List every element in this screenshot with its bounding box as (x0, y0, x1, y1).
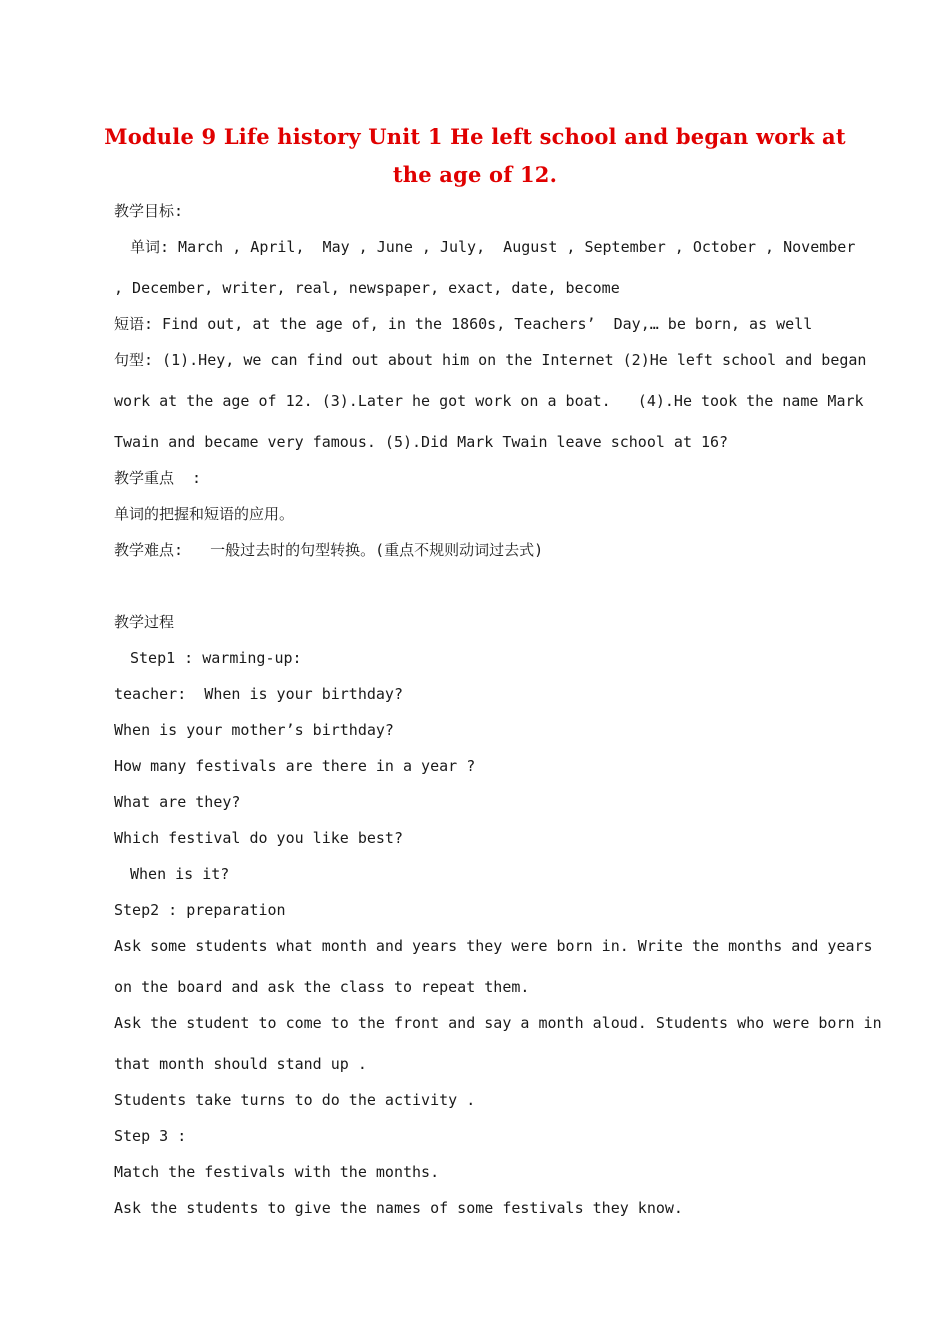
step1-line: teacher: When is your birthday? (114, 685, 403, 703)
step2-line: Students take turns to do the activity . (114, 1091, 476, 1109)
step1-line: Which festival do you like best? (114, 829, 403, 847)
step3-title: Step 3 : (114, 1127, 187, 1145)
step1-title: Step1 : warming-up: (130, 649, 302, 667)
phrases-line: 短语: Find out, at the age of, in the 1860s, Teachers’ Day,… be born, as well (114, 315, 813, 333)
step2-line: Ask the student to come to the front and say a month aloud. Students who were born in (114, 1014, 882, 1032)
process-heading: 教学过程 (114, 613, 175, 631)
difficulties-text: 教学难点: 一般过去时的句型转换。(重点不规则动词过去式) (114, 541, 544, 559)
sentences-line-1: 句型: (1).Hey, we can find out about him on the Internet (2)He left school and began (114, 351, 867, 369)
vocabulary-line-1: 单词: March , April, May , June , July, August , September , October , November (130, 238, 856, 256)
step2-line: Ask some students what month and years they were born in. Write the months and years (114, 937, 873, 955)
sentences-line-2: work at the age of 12. (3).Later he got work on a boat. (4).He took the name Mark (114, 392, 864, 410)
page-title-line-2: the age of 12. (392, 162, 558, 187)
step1-line: How many festivals are there in a year ? (114, 757, 476, 775)
step2-line: on the board and ask the class to repeat them. (114, 978, 530, 996)
step1-indented-line: When is it? (130, 865, 230, 883)
vocabulary-line-2: , December, writer, real, newspaper, exact, date, become (114, 279, 620, 297)
step2-line: that month should stand up . (114, 1055, 367, 1073)
key-points-text: 单词的把握和短语的应用。 (114, 505, 295, 523)
key-points-heading: 教学重点 : (114, 469, 202, 487)
page-title-line-1: Module 9 Life history Unit 1 He left school and began work at (104, 124, 846, 149)
step2-title: Step2 : preparation (114, 901, 286, 919)
step3-line: Match the festivals with the months. (114, 1163, 440, 1181)
sentences-line-3: Twain and became very famous. (5).Did Mark Twain leave school at 16? (114, 433, 729, 451)
step3-line: Ask the students to give the names of some festivals they know. (114, 1199, 683, 1217)
objectives-heading: 教学目标: (114, 202, 184, 220)
step1-line: What are they? (114, 793, 241, 811)
step1-line: When is your mother’s birthday? (114, 721, 394, 739)
